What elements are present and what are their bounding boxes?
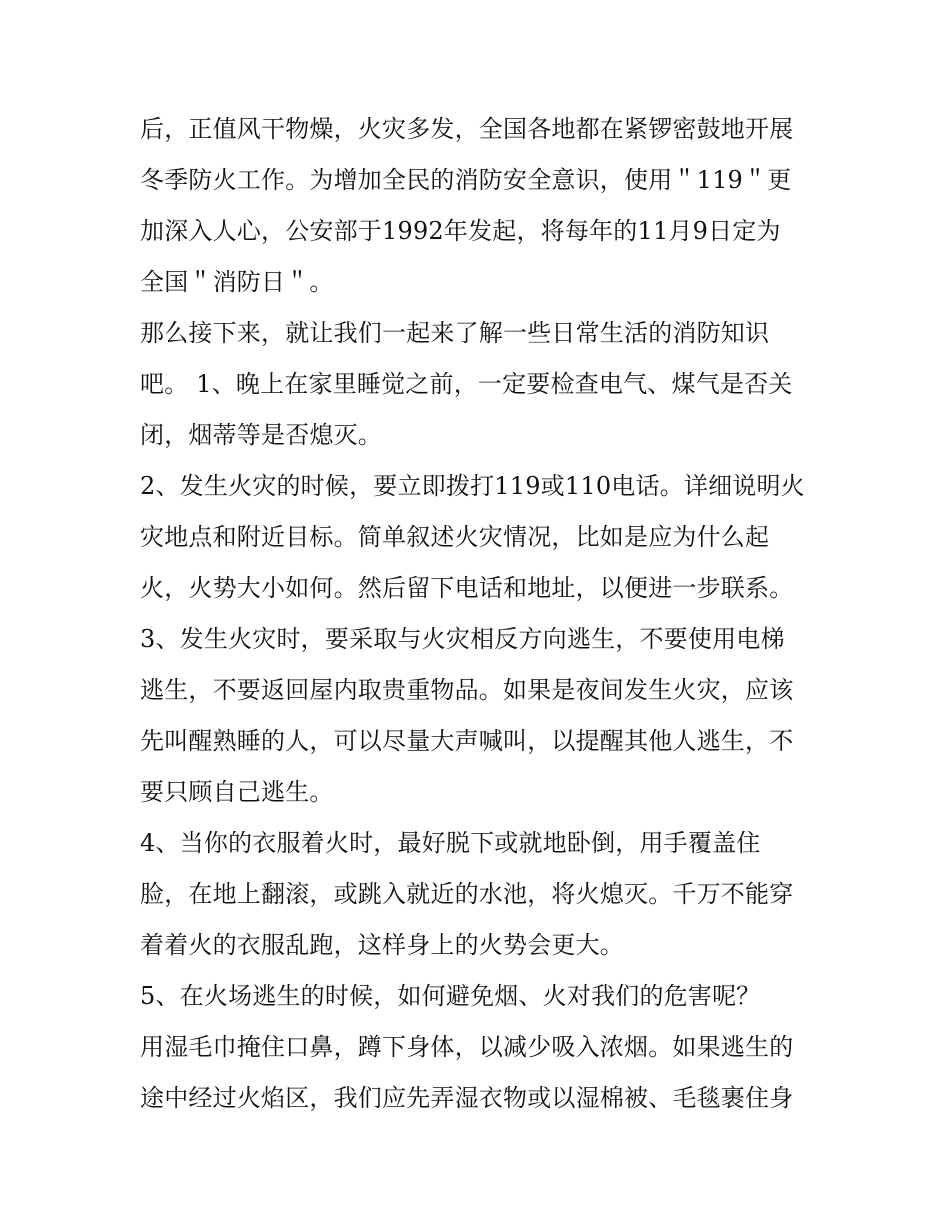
document-body — [140, 104, 815, 1124]
text-line: 着着火的衣服乱跑，这样身上的火势会更大。 — [140, 931, 624, 959]
text-line: 火，火势大小如何。然后留下电话和地址，以便进一步联系。 — [140, 574, 794, 602]
text-line: 要只顾自己逃生。 — [140, 778, 334, 806]
text-line: 灾地点和附近目标。简单叙述火灾情况，比如是应为什么起 — [140, 523, 770, 551]
text-line: 冬季防火工作。为增加全民的消防安全意识，使用＂119＂更 — [140, 166, 792, 194]
text-line: 那么接下来，就让我们一起来了解一些日常生活的消防知识 — [140, 319, 770, 347]
text-line: 用湿毛巾掩住口鼻，蹲下身体，以减少吸入浓烟。如果逃生的 — [140, 1033, 794, 1061]
text-line: 先叫醒熟睡的人，可以尽量大声喊叫，以提醒其他人逃生，不 — [140, 727, 794, 755]
text-line: 3、发生火灾时，要采取与火灾相反方向逃生，不要使用电梯 — [140, 625, 785, 653]
text-line: 5、在火场逃生的时候，如何避免烟、火对我们的危害呢？ — [140, 982, 761, 1010]
text-line: 途中经过火焰区，我们应先弄湿衣物或以湿棉被、毛毯裹住身 — [140, 1084, 794, 1112]
text-line: 2、发生火灾的时候，要立即拨打119或110电话。详细说明火 — [140, 472, 805, 500]
text-line: 脸，在地上翻滚，或跳入就近的水池，将火熄灭。千万不能穿 — [140, 880, 794, 908]
text-line: 闭，烟蒂等是否熄灭。 — [140, 421, 382, 449]
text-line: 全国＂消防日＂。 — [140, 268, 334, 296]
text-line: 后，正值风干物燥，火灾多发，全国各地都在紧锣密鼓地开展 — [140, 115, 794, 143]
text-line: 吧。 1、晚上在家里睡觉之前，一定要检查电气、煤气是否关 — [140, 370, 793, 398]
text-line: 加深入人心，公安部于1992年发起，将每年的11月9日定为 — [140, 217, 781, 245]
text-line: 逃生，不要返回屋内取贵重物品。如果是夜间发生火灾，应该 — [140, 676, 794, 704]
text-line: 4、当你的衣服着火时，最好脱下或就地卧倒，用手覆盖住 — [140, 829, 761, 857]
